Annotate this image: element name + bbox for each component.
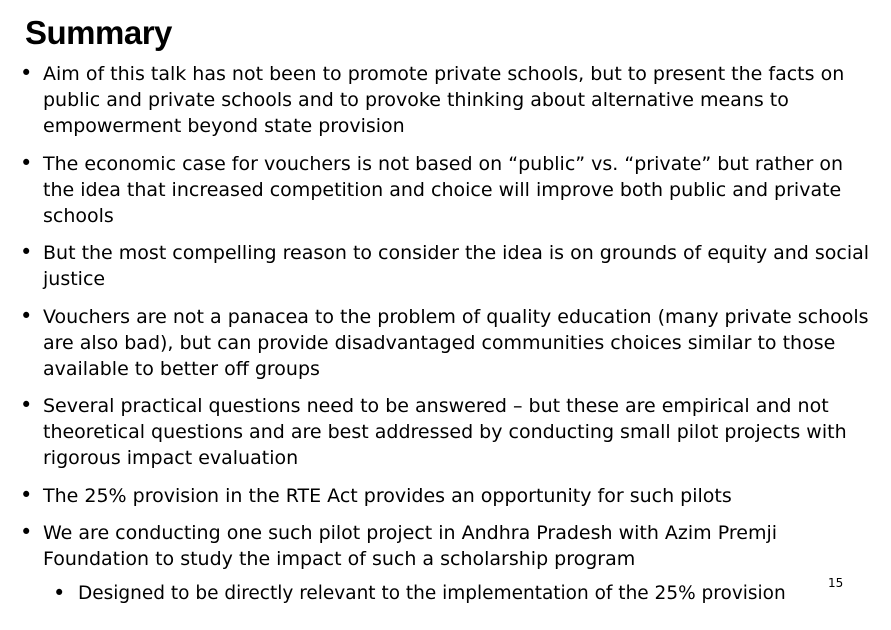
- sub-bullet-text: Designed to be directly relevant to the implementation of the 25% provision: [78, 583, 786, 604]
- bullet-marker: •: [53, 581, 66, 605]
- page-number: 15: [828, 576, 844, 590]
- sub-bullet-item: [53, 581, 875, 607]
- bullet-marker: •: [20, 240, 33, 264]
- bullet-item: [20, 61, 875, 139]
- bullet-item: [20, 304, 875, 382]
- bullet-item: [20, 240, 875, 292]
- bullet-text: But the most compelling reason to consider the idea is on grounds of equity and social justice: [43, 242, 870, 290]
- bullet-item: [20, 393, 875, 471]
- bullet-text: Vouchers are not a panacea to the problem of quality education (many private schools are also bad), but can provide disadvantaged communities choices similar to those available to better off groups: [43, 306, 869, 380]
- bullet-marker: •: [20, 520, 33, 544]
- bullet-item: [20, 151, 875, 229]
- bullet-item: [20, 483, 875, 509]
- bullet-text: The economic case for vouchers is not based on “public” vs. “private” but rather on the idea that increased competition and choice will improve both public and private schools: [43, 153, 844, 227]
- bullet-text: Several practical questions need to be answered – but these are empirical and not theoretical questions and are best addressed by conducting small pilot projects with rigorous impact evaluation: [43, 395, 847, 469]
- bullet-text: Aim of this talk has not been to promote private schools, but to present the facts on public and private schools and to provoke thinking about alternative means to empowerment beyond state provision: [43, 63, 845, 137]
- bullet-marker: •: [20, 304, 33, 328]
- bullet-text: The 25% provision in the RTE Act provides an opportunity for such pilots: [43, 485, 732, 507]
- bullet-marker: •: [20, 483, 33, 507]
- bullet-item: [20, 520, 875, 572]
- slide-title: Summary: [25, 14, 172, 51]
- bullet-marker: •: [20, 393, 33, 417]
- bullet-marker: •: [20, 61, 33, 85]
- bullet-text: We are conducting one such pilot project in Andhra Pradesh with Azim Premji Foundation to study the impact of such a scholarship program: [43, 522, 778, 570]
- bullet-marker: •: [20, 151, 33, 175]
